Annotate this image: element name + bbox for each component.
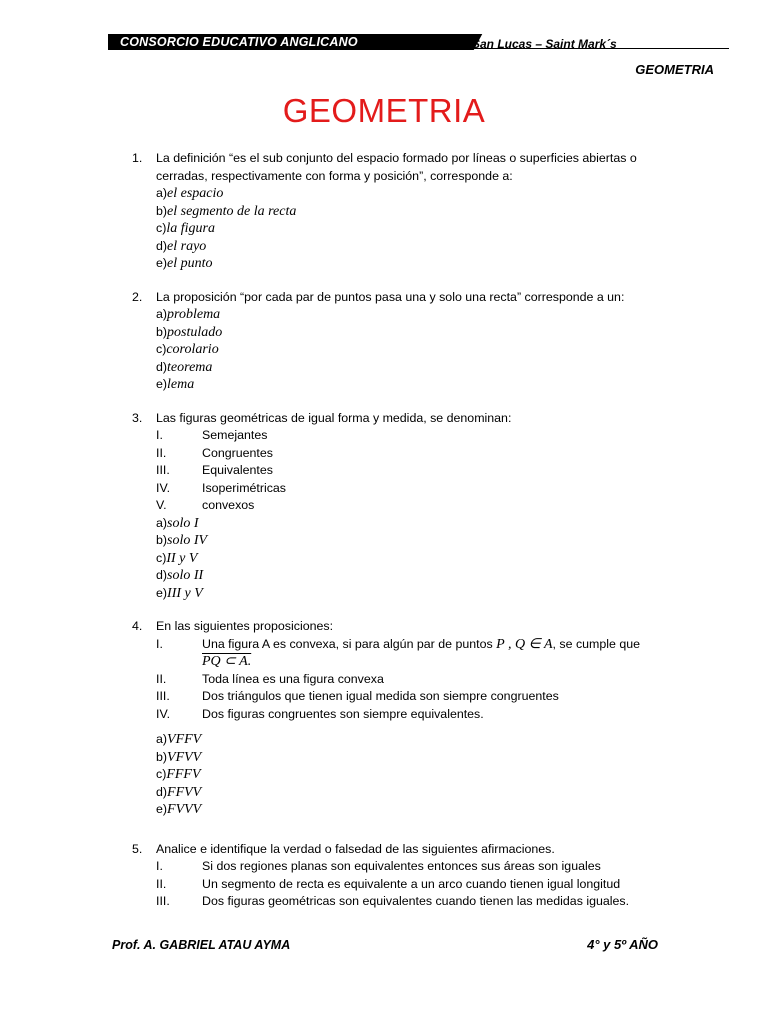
answer-option bbox=[132, 585, 672, 603]
answer-option bbox=[132, 341, 672, 359]
answer-option bbox=[132, 306, 672, 324]
statement-text: Si dos regiones planas son equivalentes entonces sus áreas son iguales bbox=[202, 859, 601, 873]
option-letter: a) bbox=[156, 732, 168, 746]
option-value: el espacio bbox=[167, 186, 224, 201]
statement-item bbox=[132, 688, 672, 706]
option-letter: d) bbox=[156, 359, 168, 374]
option-letter: d) bbox=[156, 784, 168, 799]
roman-numeral: III. bbox=[156, 894, 170, 908]
option-letter: b) bbox=[156, 533, 168, 547]
option-letter: a) bbox=[156, 515, 168, 530]
roman-numeral: III. bbox=[156, 463, 170, 477]
option-letter: c) bbox=[156, 550, 167, 565]
option-value: el rayo bbox=[167, 238, 207, 254]
option-letter: c) bbox=[156, 342, 167, 356]
answer-option bbox=[132, 255, 672, 273]
option-value: lema bbox=[167, 377, 195, 392]
question-3 bbox=[132, 410, 672, 603]
option-letter: b) bbox=[156, 749, 168, 764]
footer-teacher: Prof. A. GABRIEL ATAU AYMA bbox=[112, 938, 291, 952]
statement-item bbox=[132, 706, 672, 724]
option-value: FFVV bbox=[167, 784, 202, 800]
option-letter: e) bbox=[156, 802, 168, 816]
roman-numeral: I. bbox=[156, 636, 163, 651]
option-letter: b) bbox=[156, 324, 168, 339]
answer-option bbox=[132, 515, 672, 533]
question-1 bbox=[132, 150, 672, 273]
question-5 bbox=[132, 841, 672, 911]
question-text: En las siguientes proposiciones: bbox=[156, 619, 334, 633]
roman-numeral: III. bbox=[156, 689, 170, 703]
statement-text-cont: , se cumple que bbox=[552, 636, 641, 651]
answer-option bbox=[132, 749, 672, 767]
statement-item bbox=[132, 858, 672, 876]
option-letter: e) bbox=[156, 256, 168, 270]
roman-numeral: IV. bbox=[156, 480, 171, 495]
option-value: postulado bbox=[167, 324, 223, 340]
answer-option bbox=[132, 359, 672, 377]
option-value: el punto bbox=[167, 256, 213, 271]
question-number: 2. bbox=[132, 289, 143, 304]
roman-numeral: II. bbox=[156, 671, 167, 686]
statement-text: convexos bbox=[202, 498, 255, 512]
answer-option bbox=[132, 185, 672, 203]
option-value: solo IV bbox=[167, 533, 208, 548]
header-school: San Lucas – Saint Mark´s bbox=[472, 37, 617, 51]
question-number: 5. bbox=[132, 841, 143, 856]
answer-option bbox=[132, 532, 672, 550]
answer-option bbox=[132, 238, 672, 256]
roman-numeral: IV. bbox=[156, 706, 171, 721]
statement-text: Una figura A es convexa, si para algún par de puntos bbox=[202, 636, 493, 651]
question-number: 3. bbox=[132, 410, 143, 425]
answer-option bbox=[132, 220, 672, 238]
statement-item bbox=[132, 497, 672, 515]
statement-text: Congruentes bbox=[202, 445, 273, 460]
answer-option bbox=[132, 550, 672, 568]
option-value: el segmento de la recta bbox=[167, 203, 297, 219]
roman-numeral: II. bbox=[156, 445, 167, 460]
option-value: solo I bbox=[167, 515, 199, 531]
statement-item bbox=[132, 427, 672, 445]
page-title: GEOMETRIA bbox=[282, 92, 486, 129]
statement-item bbox=[132, 480, 672, 498]
option-value: solo II bbox=[167, 568, 204, 583]
question-text: La definición “es el sub conjunto del espacio formado por líneas o superficies abiertas o cerradas, respectivamente con forma y posición”, corresponde a: bbox=[156, 151, 637, 183]
answer-option bbox=[132, 731, 672, 749]
question-text: Analice e identifique la verdad o falsedad de las siguientes afirmaciones. bbox=[156, 841, 555, 856]
roman-numeral: II. bbox=[156, 876, 167, 891]
option-value: VFVV bbox=[167, 749, 202, 765]
question-2 bbox=[132, 289, 672, 394]
roman-numeral: I. bbox=[156, 428, 163, 442]
option-letter: b) bbox=[156, 203, 168, 218]
option-letter: c) bbox=[156, 767, 167, 781]
answer-option bbox=[132, 203, 672, 221]
statement-text: Isoperimétricas bbox=[202, 480, 287, 495]
option-letter: a) bbox=[156, 186, 168, 200]
option-value: la figura bbox=[166, 221, 215, 236]
statement-item bbox=[132, 671, 672, 689]
option-value: FVVV bbox=[167, 802, 202, 817]
option-letter: e) bbox=[156, 377, 168, 391]
answer-option bbox=[132, 567, 672, 585]
footer-grade: 4° y 5º AÑO bbox=[587, 937, 658, 952]
header-institution: CONSORCIO EDUCATIVO ANGLICANO bbox=[108, 34, 466, 50]
subject-tag: GEOMETRIA bbox=[635, 62, 714, 77]
option-value: III y V bbox=[167, 585, 203, 601]
statement-text: Dos figuras geométricas son equivalentes cuando tienen las medidas iguales. bbox=[202, 894, 630, 908]
question-number: 1. bbox=[132, 151, 143, 165]
question-number: 4. bbox=[132, 619, 143, 633]
answer-option bbox=[132, 766, 672, 784]
option-letter: d) bbox=[156, 238, 168, 253]
math-expression: P , Q ∈ A bbox=[496, 636, 553, 652]
statement-item bbox=[132, 445, 672, 463]
statement-text: Toda línea es una figura convexa bbox=[202, 671, 384, 686]
question-text: La proposición “por cada par de puntos pasa una y solo una recta” corresponde a un: bbox=[156, 289, 625, 304]
question-list bbox=[132, 150, 672, 927]
option-value: VFFV bbox=[167, 732, 202, 747]
statement-item bbox=[132, 876, 672, 894]
roman-numeral: V. bbox=[156, 498, 167, 512]
question-4 bbox=[132, 618, 672, 819]
statement-text-block bbox=[202, 636, 672, 671]
spacer bbox=[132, 723, 672, 731]
math-subset-expression: PQ ⊂ A. bbox=[202, 654, 252, 669]
answer-option bbox=[132, 376, 672, 394]
option-letter: d) bbox=[156, 568, 168, 582]
roman-numeral: I. bbox=[156, 859, 163, 873]
statement-text: Un segmento de recta es equivalente a un arco cuando tienen igual longitud bbox=[202, 876, 621, 891]
option-value: II y V bbox=[166, 550, 198, 566]
statement-text: Dos triángulos que tienen igual medida son siempre congruentes bbox=[202, 689, 559, 703]
option-value: corolario bbox=[166, 342, 219, 357]
answer-option bbox=[132, 324, 672, 342]
statement-text: Dos figuras congruentes son siempre equivalentes. bbox=[202, 706, 484, 721]
option-value: problema bbox=[167, 307, 221, 322]
option-letter: e) bbox=[156, 585, 168, 600]
statement-item bbox=[132, 636, 672, 671]
option-letter: a) bbox=[156, 307, 168, 321]
option-value: teorema bbox=[167, 359, 213, 375]
statement-text: Equivalentes bbox=[202, 463, 273, 477]
statement-item bbox=[132, 462, 672, 480]
statement-item bbox=[132, 893, 672, 911]
option-value: FFFV bbox=[166, 767, 201, 782]
answer-option bbox=[132, 784, 672, 802]
statement-text: Semejantes bbox=[202, 428, 268, 442]
question-text: Las figuras geométricas de igual forma y medida, se denominan: bbox=[156, 410, 512, 425]
option-letter: c) bbox=[156, 221, 167, 235]
header-underline bbox=[472, 48, 729, 49]
answer-option bbox=[132, 801, 672, 819]
header-bar bbox=[108, 34, 729, 50]
